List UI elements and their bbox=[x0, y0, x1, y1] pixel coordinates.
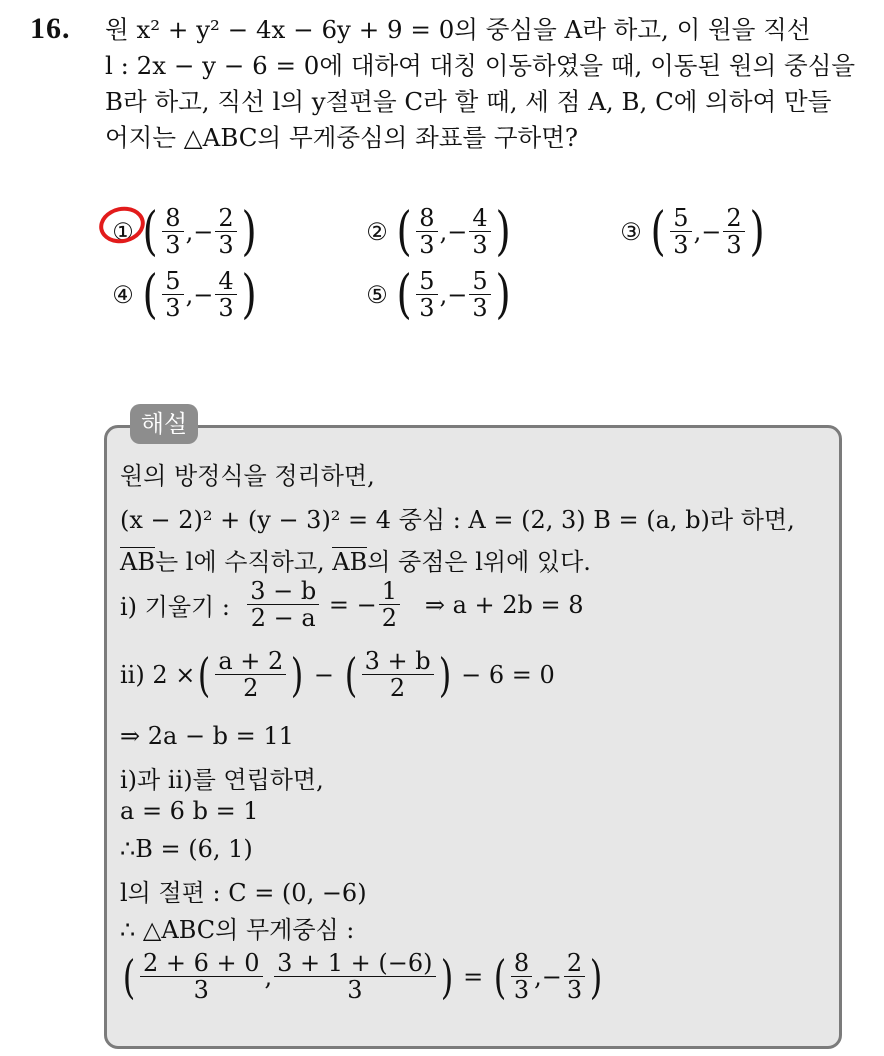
denominator: 3 bbox=[218, 231, 234, 259]
numerator: 8 bbox=[416, 205, 437, 232]
numerator: 1 bbox=[379, 578, 400, 605]
denominator: 3 bbox=[165, 231, 181, 259]
solution-line: a = 6 b = 1 bbox=[120, 797, 259, 825]
numerator: 8 bbox=[511, 950, 532, 977]
minus-sign: − bbox=[701, 217, 722, 246]
denominator: 3 bbox=[673, 231, 689, 259]
numerator: 3 + b bbox=[362, 648, 434, 675]
numerator: 2 bbox=[723, 205, 744, 232]
question-line: 원 x² + y² − 4x − 6y + 9 = 0의 중심을 A라 하고, 이 원을 직선 bbox=[105, 15, 811, 44]
numerator: 5 bbox=[416, 268, 437, 295]
choice-2[interactable]: ② ( $\frac{8}{3}$ , − $\frac{4}{3}$ ) bbox=[360, 205, 513, 258]
numerator: 5 bbox=[469, 268, 490, 295]
segment-ab: AB bbox=[332, 548, 368, 576]
numerator: 2 + 6 + 0 bbox=[140, 950, 263, 977]
solution-midpoint-line: ii) 2 × ( $\frac{a + 2}{2}$ ) − ( $\frac{3 + b}{2}$ ) − 6 = 0 bbox=[120, 647, 555, 702]
numerator: 2 bbox=[564, 950, 585, 977]
solution-line: 원의 방정식을 정리하면, bbox=[120, 462, 375, 490]
text: ii) 2 × bbox=[120, 660, 196, 689]
text: i) 기울기 : bbox=[120, 593, 230, 621]
question-line: 어지는 △ABC의 무게중심의 좌표를 구하면? bbox=[105, 123, 579, 152]
denominator: 2 bbox=[243, 674, 259, 702]
denominator: 3 bbox=[193, 976, 209, 1004]
solution-line: ⇒ 2a − b = 11 bbox=[120, 722, 294, 750]
denominator: 2 bbox=[389, 674, 406, 702]
solution-slope-line bbox=[120, 578, 584, 631]
text: = bbox=[463, 962, 484, 991]
text: ⇒ a + 2b = 8 bbox=[424, 590, 584, 619]
solution-centroid-line: ( $\frac{2 + 6 + 0}{3}$ , $\frac{3 + 1 + (-6)}{3}$ ) = ( $\frac{8}{3}$ ,− $\frac{2}{3}$ ) bbox=[122, 949, 603, 1004]
solution-line: (x − 2)² + (y − 3)² = 4 중심 : A = (2, 3) B = (a, b)라 하면, bbox=[120, 506, 795, 534]
solution-line: ∴B = (6, 1) bbox=[120, 835, 253, 863]
choice-number: ① bbox=[112, 217, 134, 246]
denominator: 3 bbox=[218, 294, 234, 322]
solution-line bbox=[120, 542, 591, 577]
numerator: 2 bbox=[215, 205, 236, 232]
choice-number: ② bbox=[366, 217, 388, 246]
choice-1[interactable]: ① ( $\frac{8}{3}$ , − $\frac{2}{3}$ ) bbox=[106, 205, 259, 258]
numerator: 4 bbox=[215, 268, 236, 295]
choice-5[interactable]: ⑤ ( $\frac{5}{3}$ , − $\frac{5}{3}$ ) bbox=[360, 268, 513, 321]
denominator: 3 bbox=[726, 231, 742, 259]
text: = − bbox=[328, 590, 377, 619]
numerator: a + 2 bbox=[215, 648, 286, 675]
text: 는 l에 수직하고, bbox=[154, 548, 333, 576]
numerator: 3 − b bbox=[247, 578, 319, 605]
choice-3[interactable]: ③ ( $\frac{5}{3}$ , − $\frac{2}{3}$ ) bbox=[614, 205, 767, 258]
denominator: 2 − a bbox=[250, 604, 316, 632]
denominator: 3 bbox=[566, 976, 583, 1004]
solution-line: ∴ △ABC의 무게중심 : bbox=[120, 916, 355, 944]
selected-answer-circle-mark bbox=[96, 202, 148, 247]
numerator: 5 bbox=[670, 205, 691, 232]
denominator: 3 bbox=[347, 976, 363, 1004]
text: − bbox=[313, 660, 334, 689]
minus-sign: − bbox=[193, 280, 214, 309]
question-line: l : 2x − y − 6 = 0에 대하여 대칭 이동하였을 때, 이동된 원의 중심을 bbox=[105, 51, 856, 80]
choice-number: ③ bbox=[620, 217, 642, 246]
question-number: 16. bbox=[30, 12, 71, 45]
numerator: 8 bbox=[162, 205, 183, 232]
denominator: 3 bbox=[472, 231, 488, 259]
numerator: 5 bbox=[162, 268, 183, 295]
text: 의 중점은 l위에 있다. bbox=[367, 548, 591, 576]
minus-sign: − bbox=[447, 217, 468, 246]
denominator: 3 bbox=[472, 294, 488, 322]
denominator: 2 bbox=[381, 604, 397, 632]
numerator: 3 + 1 + (−6) bbox=[274, 950, 435, 977]
segment-ab: AB bbox=[120, 548, 155, 576]
choice-number: ⑤ bbox=[366, 280, 388, 309]
question-text bbox=[105, 12, 865, 156]
text: − 6 = 0 bbox=[461, 660, 555, 689]
solution-line: l의 절편 : C = (0, −6) bbox=[120, 879, 367, 907]
choice-number: ④ bbox=[112, 280, 134, 309]
denominator: 3 bbox=[513, 976, 530, 1004]
solution-tag: 해설 bbox=[130, 404, 198, 444]
minus-sign: − bbox=[447, 280, 468, 309]
question-line: B라 하고, 직선 l의 y절편을 C라 할 때, 세 점 A, B, C에 의하여 만들 bbox=[105, 87, 832, 116]
minus-sign: − bbox=[193, 217, 214, 246]
denominator: 3 bbox=[419, 294, 435, 322]
denominator: 3 bbox=[419, 231, 435, 259]
denominator: 3 bbox=[165, 294, 181, 322]
solution-line: i)과 ii)를 연립하면, bbox=[120, 766, 324, 794]
numerator: 4 bbox=[469, 205, 490, 232]
choice-4[interactable]: ④ ( $\frac{5}{3}$ , − $\frac{4}{3}$ ) bbox=[106, 268, 259, 321]
